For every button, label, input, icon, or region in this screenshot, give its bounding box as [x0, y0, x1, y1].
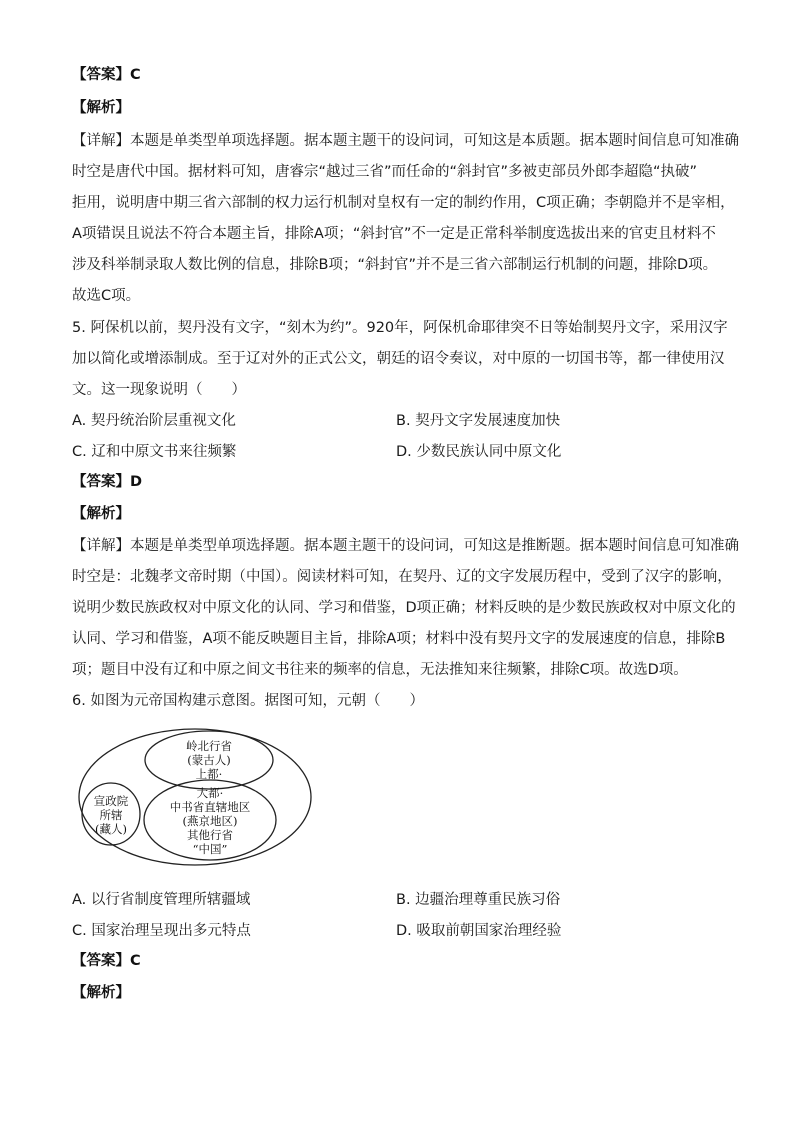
- fig-yanjing: (燕京地区): [182, 814, 238, 828]
- fig-zhongguo: “中国”: [192, 842, 228, 856]
- q5-option-d: D. 少数民族认同中原文化: [396, 444, 562, 460]
- q5-detail-line: 【详解】本题是单类型单项选择题。据本题主题干的设问词，可知这是推断题。据本题时间信息可知准确: [72, 538, 739, 554]
- q5-analysis-heading: 【解析】: [72, 506, 130, 522]
- q6-stem: 6. 如图为元帝国构建示意图。据图可知，元朝（ ）: [72, 693, 424, 709]
- q4-detail-line: 故选C项。: [72, 288, 141, 304]
- q5-stem-line: 加以简化或增添制成。至于辽对外的正式公文，朝廷的诏令奏议，对中原的一切国书等，都一律使用汉: [72, 351, 725, 367]
- q4-detail-line: 涉及科举制录取人数比例的信息，排除B项；“斜封官”并不是三省六部制运行机制的问题，排除D项。: [72, 257, 718, 273]
- q6-option-c: C. 国家治理呈现出多元特点: [72, 923, 251, 939]
- fig-suoxia: 所辖: [99, 808, 123, 822]
- q5-stem-line: 5. 阿保机以前，契丹没有文字，“刻木为约”。920年，阿保机命耶律突不日等始制契丹文字，采用汉字: [72, 320, 728, 336]
- q4-detail-line: 【详解】本题是单类型单项选择题。据本题主题干的设问词，可知这是本质题。据本题时间信息可知准确: [72, 133, 739, 149]
- q4-analysis-heading: 【解析】: [72, 100, 130, 116]
- q5-option-b: B. 契丹文字发展速度加快: [396, 413, 561, 429]
- q5-detail-line: 认同、学习和借鉴，A项不能反映题目主旨，排除A项；材料中没有契丹文字的发展速度的信息，排除B: [72, 631, 726, 647]
- fig-tibetans: (藏人): [95, 822, 127, 836]
- yuan-empire-diagram: [76, 726, 314, 868]
- q5-option-c: C. 辽和中原文书来往频繁: [72, 444, 237, 460]
- q4-detail-line: A项错误且说法不符合本题主旨，排除A项；“斜封官”不一定是正常科举制度选拔出来的官吏且材料不: [72, 226, 716, 242]
- q6-option-a: A. 以行省制度管理所辖疆域: [72, 892, 251, 908]
- q5-detail-line: 说明少数民族政权对中原文化的认同、学习和借鉴，D项正确；材料反映的是少数民族政权对中原文化的: [72, 600, 736, 616]
- fig-shangdu: 上都·: [195, 767, 223, 781]
- q5-answer: 【答案】D: [72, 474, 143, 490]
- q4-answer: 【答案】C: [72, 67, 141, 83]
- fig-lingbei: 岭北行省: [186, 739, 232, 753]
- q5-stem-line: 文。这一现象说明（ ）: [72, 382, 246, 398]
- fig-mongols: (蒙古人): [187, 753, 231, 767]
- fig-xuanzhengyuan: 宣政院: [93, 794, 129, 808]
- fig-other-provinces: 其他行省: [187, 828, 233, 842]
- q6-answer: 【答案】C: [72, 953, 141, 969]
- fig-dadu: 大都·: [196, 786, 224, 800]
- q6-analysis-heading: 【解析】: [72, 985, 130, 1001]
- q6-option-b: B. 边疆治理尊重民族习俗: [396, 892, 561, 908]
- fig-zhongshusheng: 中书省直辖地区: [169, 800, 251, 814]
- q6-option-d: D. 吸取前朝国家治理经验: [396, 923, 562, 939]
- q4-detail-line: 拒用，说明唐中期三省六部制的权力运行机制对皇权有一定的制约作用，C项正确；李朝隐并不是宰相，: [72, 195, 735, 211]
- q4-detail-line: 时空是唐代中国。据材料可知，唐睿宗“越过三省”而任命的“斜封官”多被吏部员外郎李超隐“执破”: [72, 164, 698, 180]
- q5-option-a: A. 契丹统治阶层重视文化: [72, 413, 236, 429]
- q5-detail-line: 项；题目中没有辽和中原之间文书往来的频率的信息，无法推知来往频繁，排除C项。故选D项。: [72, 662, 688, 678]
- q5-detail-line: 时空是：北魏孝文帝时期（中国）。阅读材料可知，在契丹、辽的文字发展历程中，受到了汉字的影响，: [72, 569, 732, 585]
